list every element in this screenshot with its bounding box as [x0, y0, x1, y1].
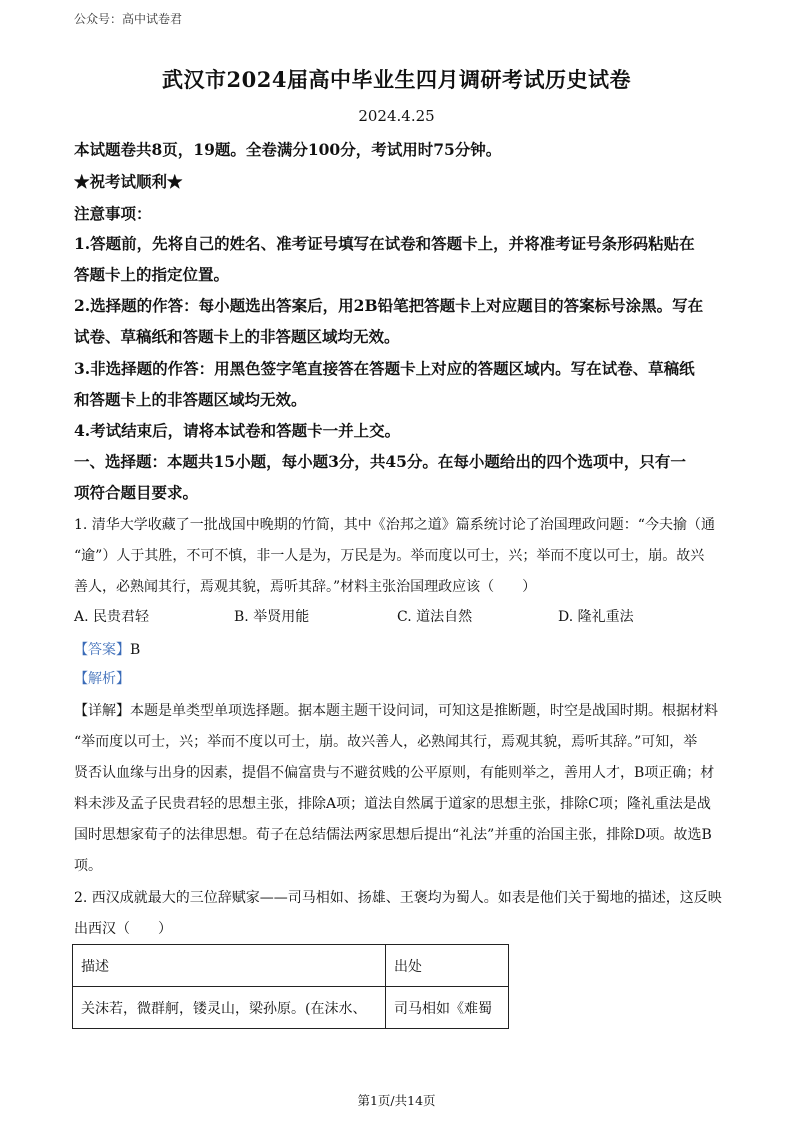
q1-detail-line-5: 国时思想家荀子的法律思想。荀子在总结儒法两家思想后提出“礼法”并重的治国主张，排除D项。故选B	[74, 827, 712, 843]
table-cell-description: 关沫若，微群舸，镂灵山，梁孙原。(在沫水、	[73, 987, 386, 1029]
note-1-line-2: 答题卡上的指定位置。	[74, 265, 230, 284]
note-2-line-2: 试卷、草稿纸和答题卡上的非答题区域均无效。	[74, 327, 400, 346]
answer-label: 【答案】	[74, 642, 130, 658]
exam-date: 2024.4.25	[358, 107, 435, 125]
exam-intro: 本试题卷共8页，19题。全卷满分100分，考试用时75分钟。	[74, 140, 502, 159]
table-header-source: 出处	[386, 945, 509, 987]
q2-stem-line-1: 2. 西汉成就最大的三位辞赋家——司马相如、扬雄、王褒均为蜀人。如表是他们关于蜀地的描述，这反映	[74, 890, 722, 906]
section-1-line-1: 一、选择题：本题共15小题，每小题3分，共45分。在每小题给出的四个选项中，只有一	[74, 452, 686, 471]
note-3-line-1: 3.非选择题的作答：用黑色签字笔直接答在答题卡上对应的答题区域内。写在试卷、草稿纸	[74, 359, 695, 378]
note-3-line-2: 和答题卡上的非答题区域均无效。	[74, 390, 307, 409]
note-4-line-1: 4.考试结束后，请将本试卷和答题卡一并上交。	[74, 421, 401, 440]
analysis-label: 【解析】	[74, 671, 130, 687]
source-header: 公众号：高中试卷君	[74, 12, 183, 26]
page-number: 第1页/共14页	[357, 1093, 436, 1108]
note-1-line-1: 1.答题前，先将自己的姓名、准考证号填写在试卷和答题卡上，并将准考证号条形码粘贴在	[74, 234, 695, 253]
exam-title: 武汉市2024届高中毕业生四月调研考试历史试卷	[162, 67, 631, 92]
q1-detail-line-6: 项。	[74, 858, 102, 874]
q1-detail-line-3: 贤否认血缘与出身的因素，提倡不偏富贵与不避贫贱的公平原则，有能则举之，善用人才，B项正确；材	[74, 765, 715, 781]
q1-answer	[74, 639, 140, 659]
q1-stem-line-1: 1. 清华大学收藏了一批战国中晚期的竹简，其中《治邦之道》篇系统讨论了治国理政问题：“今夫揄（通	[74, 517, 715, 533]
q1-option-b: B. 举贤用能	[234, 609, 310, 625]
table-row	[73, 987, 509, 1029]
q1-stem-line-3: 善人，必熟闻其行，焉观其貌，焉听其辞。”材料主张治国理政应该（ ）	[74, 579, 537, 595]
exam-wish: ★祝考试顺利★	[74, 172, 183, 191]
table-header-row	[73, 945, 509, 987]
table-header-description: 描述	[73, 945, 386, 987]
q1-option-c: C. 道法自然	[397, 609, 473, 625]
q1-stem-line-2: “逾”）人于其胜，不可不慎，非一人是为，万民是为。举而度以可士，兴；举而不度以可士，崩。故兴	[74, 548, 705, 564]
q1-detail-line-4: 料未涉及孟子民贵君轻的思想主张，排除A项；道法自然属于道家的思想主张，排除C项；隆礼重法是战	[74, 796, 711, 812]
notes-heading: 注意事项：	[74, 204, 152, 223]
detail-text: 本题是单类型单项选择题。据本题主题干设问词，可知这是推断题，时空是战国时期。根据材料	[130, 703, 718, 719]
note-2-line-1: 2.选择题的作答：每小题选出答案后，用2B铅笔把答题卡上对应题目的答案标号涂黑。写在	[74, 296, 704, 315]
q1-option-d: D. 隆礼重法	[558, 609, 634, 625]
q2-table	[72, 944, 509, 1029]
detail-label: 【详解】	[74, 703, 130, 719]
q1-detail-line-2: “举而度以可士，兴；举而不度以可士，崩。故兴善人，必熟闻其行，焉观其貌，焉听其辞。”可知，举	[74, 734, 698, 750]
section-1-line-2: 项符合题目要求。	[74, 483, 199, 502]
q2-stem-line-2: 出西汉（ ）	[74, 921, 172, 937]
q1-option-a: A. 民贵君轻	[74, 609, 150, 625]
q1-detail-line-1	[74, 700, 718, 720]
answer-value: B	[130, 642, 141, 658]
table-cell-source: 司马相如《难蜀	[386, 987, 509, 1029]
